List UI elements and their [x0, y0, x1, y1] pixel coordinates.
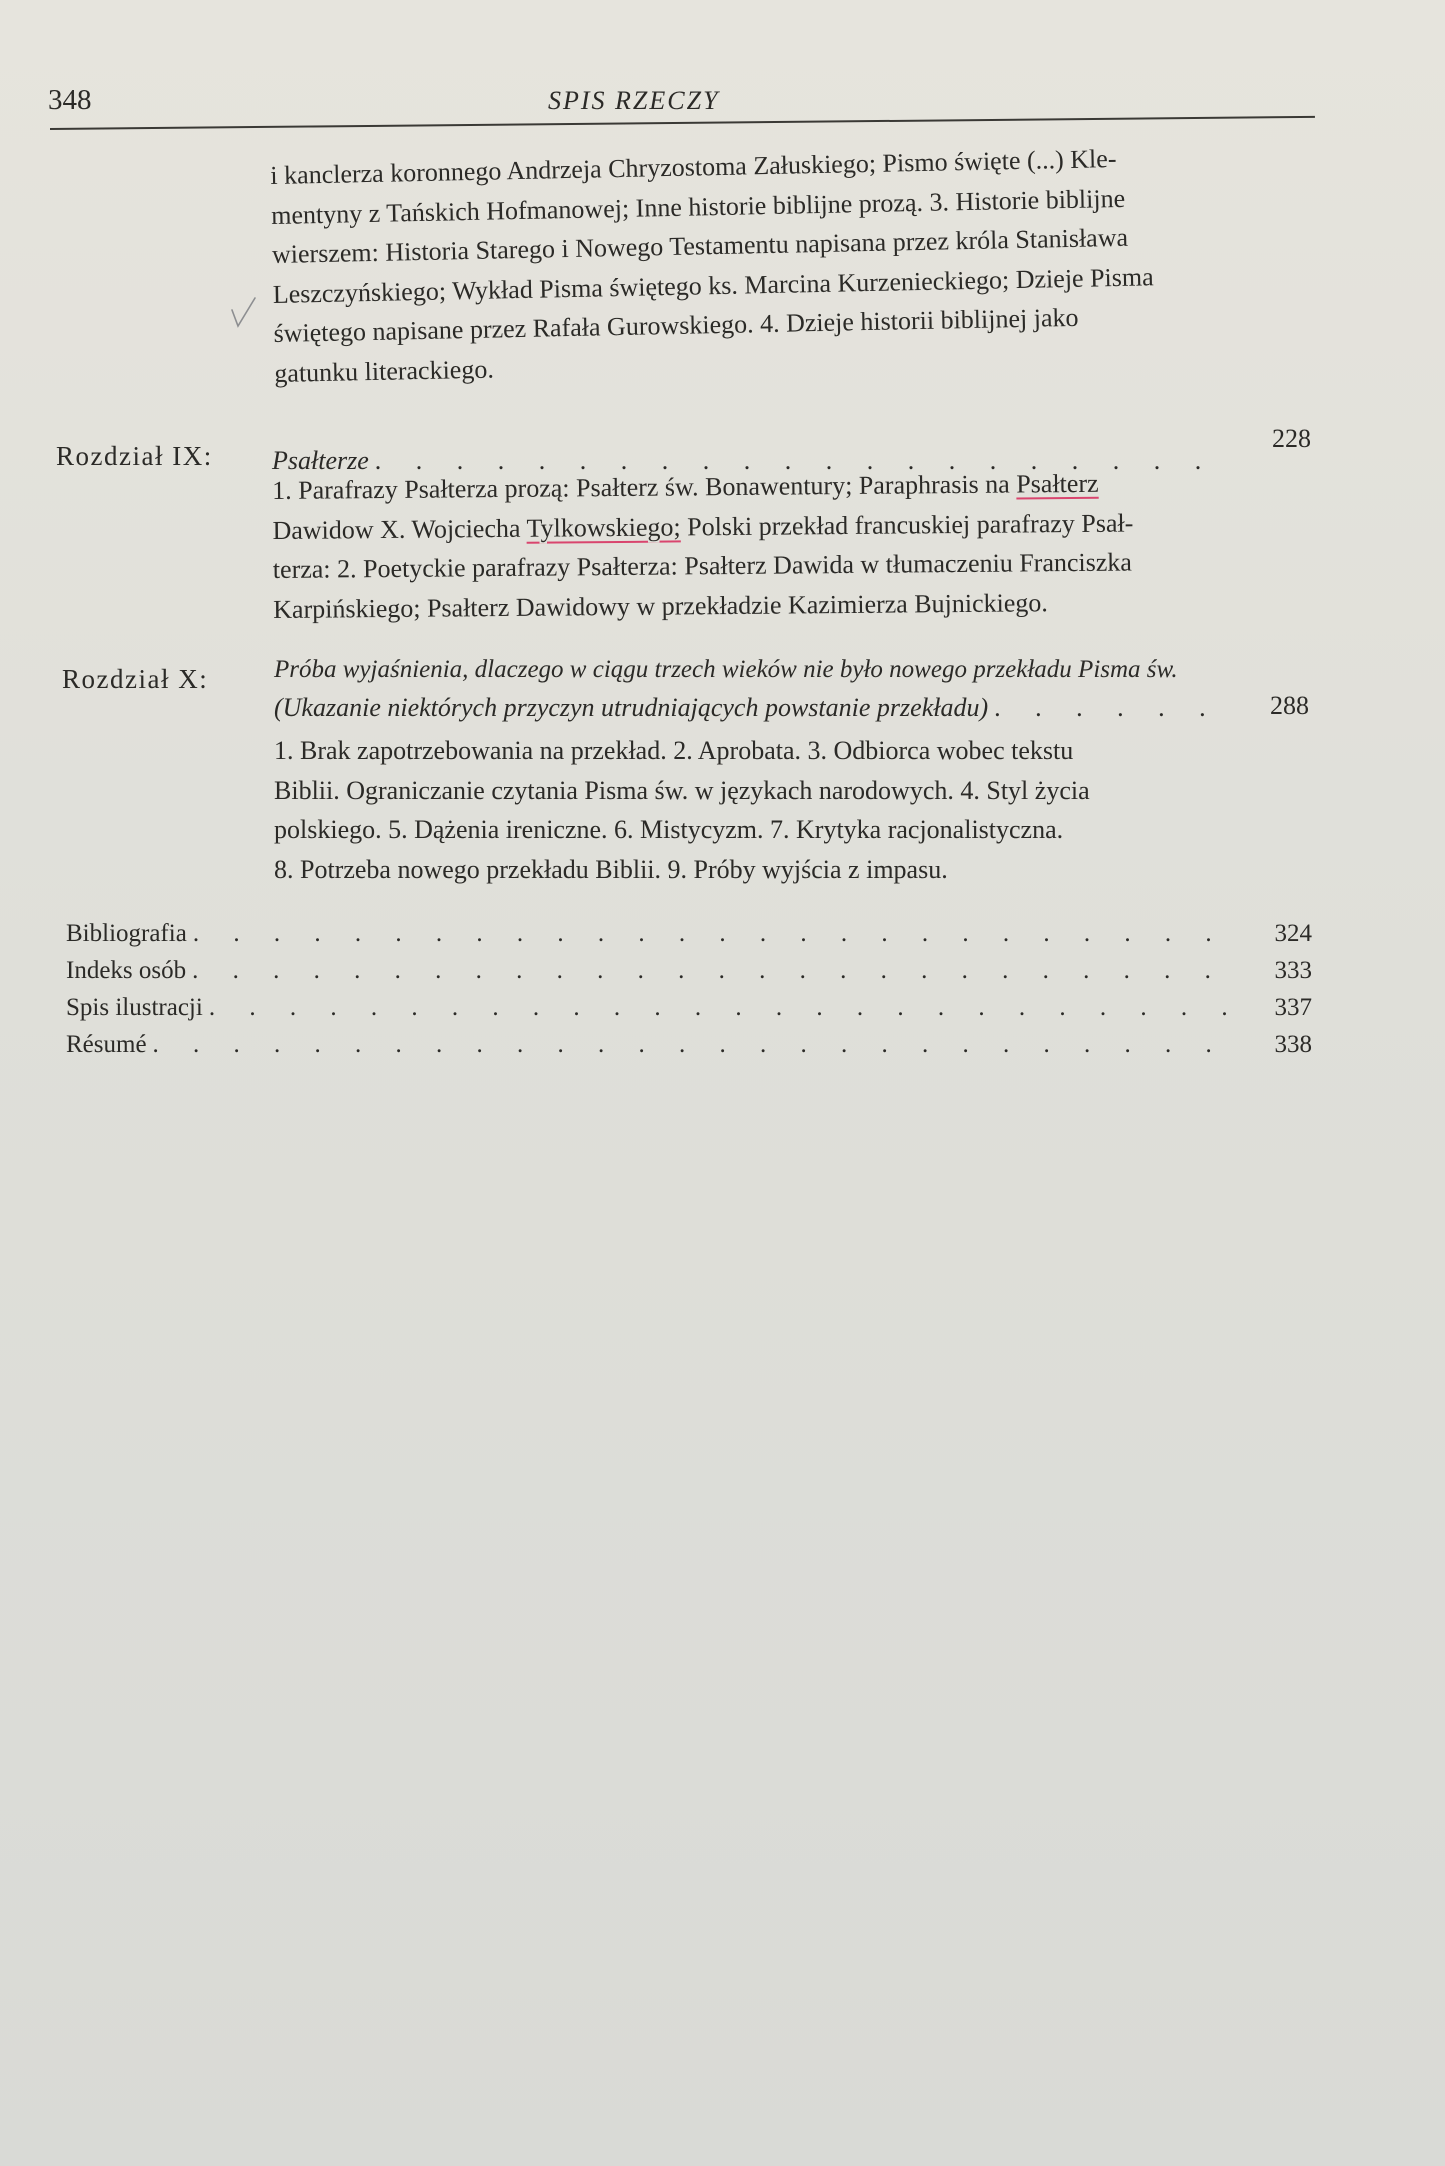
text-span: Polski przekład francuskiej parafrazy Psał-: [680, 507, 1134, 541]
text-line: polskiego. 5. Dążenia ireniczne. 6. Mistycyzm. 7. Krytyka racjonalistyczna.: [274, 815, 1064, 844]
leader-dots: [994, 693, 1230, 723]
text-line: Biblii. Ograniczanie czytania Pisma św. w językach narodowych. 4. Styl życia: [274, 775, 1090, 805]
header-rule: [50, 116, 1315, 130]
chapter-x-subtitle-row: [274, 693, 1230, 723]
text-line: świętego napisane przez Rafała Gurowskiego. 4. Dzieje historii biblijnej jako: [273, 302, 1079, 348]
text-line: terza: 2. Poetyckie parafrazy Psałterza: Psałterz Dawida w tłumaczeniu Franciszka: [272, 547, 1133, 584]
chapter-ix-label: Rozdział IX:: [56, 441, 213, 471]
chapter-x-label: Rozdział X:: [62, 664, 209, 694]
toc-entry: [66, 994, 1312, 1022]
page-number: 348: [48, 84, 92, 116]
chapter-ix-title: Psałterze: [272, 446, 369, 475]
chapter-x-page: 288: [1270, 691, 1309, 720]
leader-dots: [192, 957, 1246, 985]
chapter-x-title: Próba wyjaśnienia, dlaczego w ciągu trzech wieków nie było nowego przekładu Pisma św.: [274, 656, 1178, 683]
toc-entry: [66, 1031, 1312, 1059]
text-line: mentyny z Tańskich Hofmanowej; Inne historie biblijne prozą. 3. Historie biblijne: [270, 183, 1126, 230]
toc-entry-page: 337: [1274, 994, 1312, 1021]
toc-entry-page: 338: [1274, 1031, 1312, 1058]
text-line: 8. Potrzeba nowego przekładu Biblii. 9. Próby wyjścia z impasu.: [274, 854, 948, 884]
pencil-check-mark-icon: [228, 296, 258, 330]
toc-entry-label: Bibliografia: [66, 920, 187, 947]
toc-entry: [66, 920, 1312, 948]
chapter-x-summary: [274, 731, 1230, 889]
leader-dots: [193, 920, 1246, 948]
chapter-x-subtitle: (Ukazanie niektórych przyczyn utrudniających powstanie przekładu): [274, 693, 989, 722]
text-line: i kanclerza koronnego Andrzeja Chryzostoma Załuskiego; Pismo święte (...) Kle-: [270, 144, 1117, 190]
leader-dots: [153, 1031, 1246, 1059]
text-line: 1. Brak zapotrzebowania na przekład. 2. Aprobata. 3. Odbiorca wobec tekstu: [274, 736, 1074, 765]
underlined-word: Tylkowskiego;: [526, 511, 681, 543]
chapter-ix-summary: [272, 463, 1233, 629]
toc-entry-label: Résumé: [66, 1031, 147, 1058]
text-line: wierszem: Historia Starego i Nowego Testamentu napisana przez króla Stanisława: [271, 222, 1129, 269]
text-line: Leszczyńskiego; Wykład Pisma świętego ks. Marcina Kurzenieckiego; Dzieje Pisma: [272, 261, 1154, 309]
leader-dots: [209, 994, 1246, 1022]
continuation-text: [270, 137, 1235, 393]
underlined-word: Psałterz: [1016, 468, 1099, 499]
toc-entry-page: 333: [1274, 957, 1312, 984]
toc-entry: [66, 957, 1312, 985]
toc-entry-label: Spis ilustracji: [66, 994, 203, 1021]
toc-entry-label: Indeks osób: [66, 957, 187, 984]
running-title: SPIS RZECZY: [548, 86, 720, 115]
chapter-ix-page: 228: [1272, 424, 1311, 453]
toc-entry-page: 324: [1274, 920, 1312, 947]
text-line: gatunku literackiego.: [274, 354, 495, 388]
text-span: 1. Parafrazy Psałterza prozą: Psałterz św. Bonawentury; Paraphrasis na: [272, 469, 1017, 505]
text-line: Karpińskiego; Psałterz Dawidowy w przekładzie Kazimierza Bujnickiego.: [273, 587, 1048, 624]
text-span: Dawidow X. Wojciecha: [272, 513, 527, 545]
